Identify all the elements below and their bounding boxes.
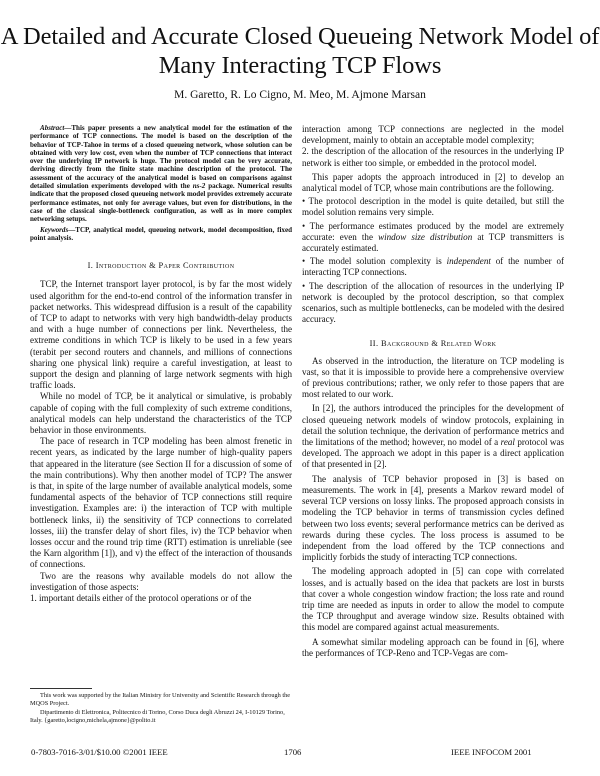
- abstract: [30, 124, 292, 224]
- footnotes: [30, 692, 292, 726]
- keywords: [30, 226, 292, 243]
- footnote-affiliation: Dipartimento di Elettronica, Politecnico di Torino, Corso Duca degli Abruzzi 24, I-10129 Torino, Italy. {garetto,locigno,michela,ajmone}@polito.it: [30, 709, 285, 724]
- contribution-bullet: [302, 221, 564, 255]
- contribution-bullet: • The protocol description in the model is quite detailed, but still the model solution remains very simple.: [302, 196, 564, 218]
- section-1-heading: I. Introduction & Paper Contribution: [87, 261, 235, 271]
- footer-page-number: 1706: [284, 747, 302, 757]
- author-list: M. Garetto, R. Lo Cigno, M. Meo, M. Ajmone Marsan: [174, 89, 426, 101]
- bullet-text: • The performance estimates produced by the model are extremely accurate: even the: [302, 220, 564, 242]
- bullet-emphasis: window size distribution: [378, 231, 473, 242]
- abstract-label: Abstract: [40, 124, 65, 132]
- footnote-rule: [30, 688, 92, 689]
- bullet-text: of the number of interacting TCP connections.: [302, 256, 564, 278]
- section-2-paragraph: The analysis of TCP behavior proposed in [3] is based on measurements. The work in [4], presents a Markov reward model of several TCP versions on lossy links. The proposed approach consists in modeling the TCP behavior in terms of transmission cycles defined between two loss events; several performance metrics can be derived as rewards during these cycles. The loss process is assumed to be independent from the load offered by the TCP connections and implicitly forbids the study of interacting TCP connections.: [302, 473, 564, 563]
- section-2-paragraph: A somewhat similar modeling approach can be found in [6], where the performances of TCP-Reno and TCP-Vegas are com-: [302, 636, 564, 658]
- section-2-paragraph: The modeling approach adopted in [5] can cope with correlated losses, and is actually based on the idea that packets are lost in bursts that cover a whole congestion window fraction; the loss rate and round trip time are needed as inputs in order to allow the model to compute the TCP throughput and average window size. Results obtained with this model are compared against actual measurements.: [302, 566, 564, 633]
- keywords-label: Keywords: [40, 225, 69, 234]
- approach-paragraph: This paper adopts the approach introduced in [2] to develop an analytical model of TCP, whose main contributions are the following.: [302, 171, 564, 194]
- bullet-text: at TCP transmitters is accurately estimated.: [302, 231, 564, 254]
- paragraph-text: protocol was developed. The approach we adopt in this paper is a direct application of that presented in [2].: [302, 437, 564, 470]
- contribution-bullet: • The description of the allocation of resources in the underlying IP network is decoupled by the protocol description, so that complex scenarios, such as multiple bottlenecks, can be modeled with the desired accuracy.: [302, 280, 564, 325]
- paragraph-text: In [2], the authors introduced the principles for the development of closed queueing network models of window protocols, explaining in detail the solution technique, the derivation of performance metrics and the limitations of the method; however, no model of a: [302, 403, 564, 448]
- section-1-list-item: 1. important details either of the protocol operations or of the: [30, 593, 252, 604]
- right-column: [302, 124, 564, 659]
- abstract-ns-tool: ns-2: [192, 182, 206, 191]
- list-continuation: interaction among TCP connections are neglected in the model development, mainly to obtain an acceptable model complexity;: [302, 124, 564, 146]
- list-item-2: 2. the description of the allocation of the resources in the underlying IP network is either too simple, or embedded in the protocol model.: [302, 146, 564, 168]
- footnote-funding: This work was supported by the Italian Ministry for University and Scientific Research through the MQOS Project.: [30, 692, 291, 707]
- section-1-paragraph: While no model of TCP, be it analytical or simulative, is probably capable of coping with the full complexity of such extreme conditions, analytical models can help understand the characteristics of the TCP behavior in those environments.: [30, 391, 292, 435]
- paragraph-emphasis: real: [500, 437, 515, 448]
- keywords-text: —TCP, analytical model, queueing network, model decomposition, fixed point analysis.: [30, 225, 292, 242]
- section-1-paragraph: TCP, the Internet transport layer protocol, is by far the most widely used algorithm for the end-to-end control of the information transfer in packet networks. This widespread diffusion is a result of the capability of TCP to adapt to networks with very high bandwidth-delay products and with a huge number of connections per link. Nevertheless, the extreme conditions in which TCP is likely to be used in a few years (terabit per second routers and channels, and millions of connections sharing one physical link) require a careful investigation, at least to support the design and planning of large network segments with high traffic loads.: [30, 279, 292, 391]
- footer-conference: IEEE INFOCOM 2001: [451, 747, 532, 757]
- section-2-paragraph: [302, 403, 564, 470]
- section-1-paragraph: Two are the reasons why available models do not allow the investigation of those aspects:: [30, 570, 292, 592]
- bullet-text: • The model solution complexity is: [302, 256, 447, 267]
- left-column: [30, 124, 292, 604]
- section-2-heading: II. Background & Related Work: [369, 339, 497, 349]
- bullet-emphasis: independent: [446, 256, 491, 267]
- paper-title: A Detailed and Accurate Closed Queueing Network Model of Many Interacting TCP Flows: [0, 23, 600, 79]
- section-2-paragraph: As observed in the introduction, the literature on TCP modeling is vast, so that it is impossible to provide here a comprehensive overview of previous contributions; rather, we only refer to those papers that are most related to our work.: [302, 355, 564, 400]
- contribution-bullet: [302, 256, 564, 278]
- abstract-text: —This paper presents a new analytical model for the estimation of the performance of TCP connections. The model is based on the description of the behavior of TCP-Tahoe in terms of a closed queueing network, whose solution can be obtained with very low cost, even when the number of TCP connections that interact over the underlying IP network is huge. The protocol model can be very accurate, deriving directly from the finite state machine description of the protocol. The assessment of the accuracy of the analytical model is based on comparisons against detailed simulation experiments developed with the: [30, 124, 292, 191]
- section-1-paragraph: The pace of research in TCP modeling has been almost frenetic in recent years, as indicated by the large number of high-quality papers that appeared in the literature (see Section II for a discussion of some of the main contributions). Why then another model of TCP? The answer is that, in spite of the large number of available analytical models, some fundamental aspects of the behavior of TCP connections still require investigation. Examples are: i) the interaction of TCP with multiple bottleneck links, ii) the sensitivity of TCP connections to correlated losses, iii) the transfer delay of short files, iv) the TCP behavior when losses occur and the round trip time (RTT) estimation is unreliable (see the Karn algorithm [1]), and v) the effect of the interaction of thousands of connections.: [30, 436, 292, 570]
- abstract-text-end: package. Numerical results indicate that the proposed closed queueing network model provides extremely accurate performance estimates, not only for average values, but even for distributions, in the case of the classical single-bottleneck configuration, as well as in more complex networking setups.: [30, 182, 293, 224]
- footer-isbn: 0-7803-7016-3/01/$10.00 ©2001 IEEE: [31, 747, 168, 757]
